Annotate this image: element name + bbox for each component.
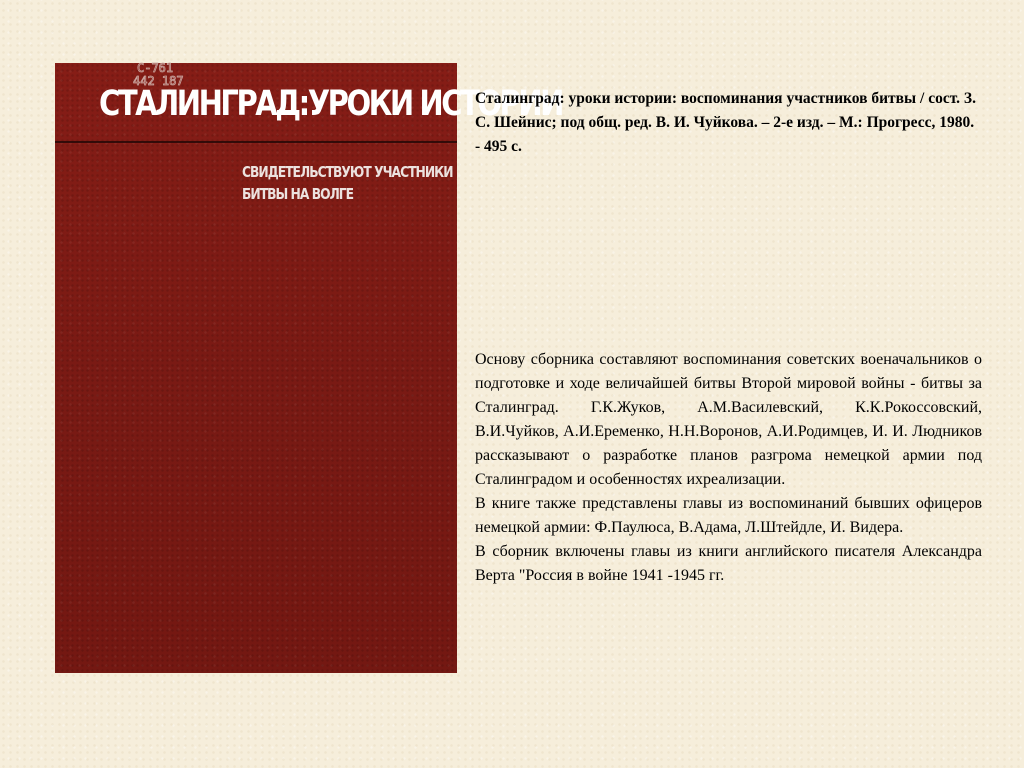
cover-subtitle-line-2: БИТВЫ НА ВОЛГЕ: [242, 185, 354, 203]
cover-divider: [55, 141, 457, 143]
book-cover: [55, 61, 563, 673]
stamp-line-2: 442 187: [133, 74, 184, 88]
book-annotation: [475, 348, 982, 588]
cover-title: СТАЛИНГРАД:УРОКИ ИСТОРИИ: [99, 84, 563, 124]
cover-subtitle-line-1: СВИДЕТЕЛЬСТВУЮТ УЧАСТНИКИ: [242, 163, 453, 181]
stamp-line-1: С-761: [137, 61, 174, 75]
bibliographic-citation: Сталинград: уроки истории: воспоминания участников битвы / сост. З. С. Шейнис; под общ. ред. В. И. Чуйкова. – 2-е изд. – М.: Прогресс, 1980. - 495 с.: [475, 90, 976, 155]
annotation-paragraph-2: В книге также представлены главы из воспоминаний бывших офицеров немецкой армии: Ф.Паулюса, В.Адама, Л.Штейдле, И. Видера.: [475, 495, 982, 536]
annotation-paragraph-3: В сборник включены главы из книги английского писателя Александра Верта "Россия в войне 1941 -1945 гг.: [475, 543, 982, 584]
annotation-paragraph-1: Основу сборника составляют воспоминания советских военачальников о подготовке и ходе величайшей битвы Второй мировой войны - битвы за Сталинград. Г.К.Жуков, А.М.Василевский, К.К.Рокоссовский, В.И.Чуйков, А.И.Еременко, Н.Н.Воронов, А.И.Родимцев, И. И. Людников рассказывают о разработке планов разгрома немецкой армии под Сталинградом и особенностях ихреализации.: [475, 351, 982, 488]
cover-subtitle: [242, 161, 455, 205]
